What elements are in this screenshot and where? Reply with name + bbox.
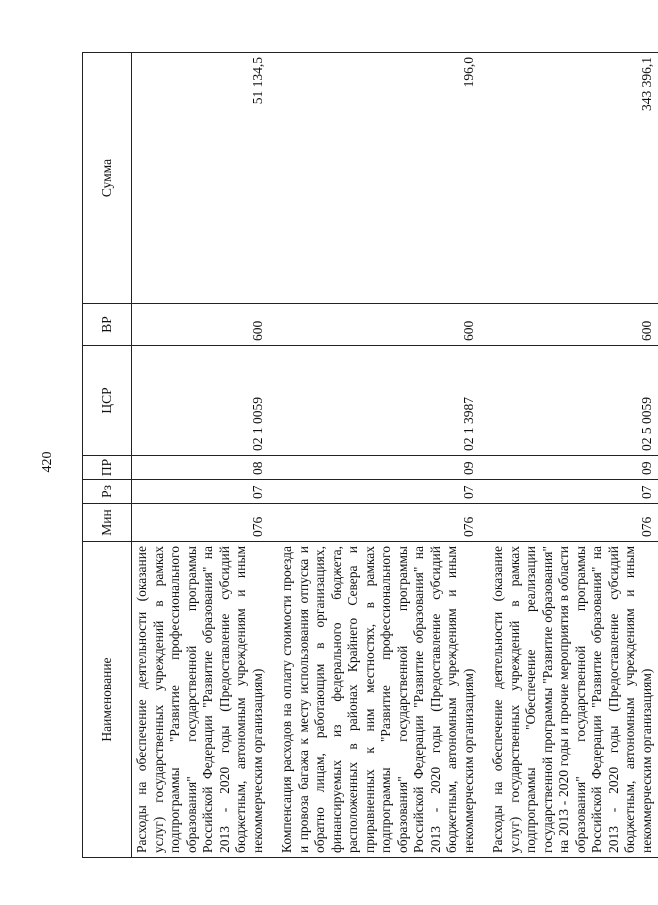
row-sum: 343 396,1 [488,53,658,304]
table-row [277,53,480,858]
budget-table [82,52,658,858]
row-rz: 07 [488,480,658,504]
header-pr: ПР [83,456,132,480]
row-min: 076 [488,504,658,542]
header-row [83,53,132,858]
header-min: Мин [83,504,132,542]
row-sum: 196,0 [277,53,480,304]
header-name: Наименование [83,542,132,858]
header-sum: Сумма [83,53,132,304]
row-name: Расходы на обеспечение деятельности (оказание услуг) государственных учреждений в рамках подпрограммы "Развитие профессионального образования" государственной программы Российской Федерации "Развитие образования" на 2013 - 2020 годы (Предоставление субсидий бюджетным, автономным учреждениям и иным некоммерческим организациям) [132,542,270,858]
row-vr: 600 [488,304,658,346]
row-name: Компенсация расходов на оплату стоимости проезда и провоза багажа к месту использования отпуска и обратно лицам, работающим в организациях, финансируемых из федерального бюджета, расположенных в районах Крайнего Севера и приравненных к ним местностях, в рамках подпрограммы "Развитие профессионального образования" государственной программы Российской Федерации "Развитие образования" на 2013 - 2020 годы (Предоставление субсидий бюджетным, автономным учреждениям и иным некоммерческим организациям) [277,542,480,858]
row-rz: 07 [277,480,480,504]
row-vr: 600 [132,304,270,346]
row-name: Расходы на обеспечение деятельности (оказание услуг) государственных учреждений в рамках подпрограммы "Обеспечение реализации государственной программы "Развитие образования" на 2013 - 2020 годы и прочие мероприятия в области образования" государственной программы Российской Федерации "Развитие образования" на 2013 - 2020 годы (Предоставление субсидий бюджетным, автономным учреждениям и иным некоммерческим организациям) [488,542,658,858]
table-row [132,53,270,858]
row-csr: 02 1 3987 [277,346,480,456]
header-csr: ЦСР [83,346,132,456]
row-min: 076 [132,504,270,542]
row-pr: 09 [488,456,658,480]
row-min: 076 [277,504,480,542]
row-csr: 02 1 0059 [132,346,270,456]
row-sum: 51 134,5 [132,53,270,304]
row-spacer [269,53,277,858]
table-row [488,53,658,858]
row-rz: 07 [132,480,270,504]
rotated-table-container [82,53,654,858]
row-vr: 600 [277,304,480,346]
header-vr: ВР [83,304,132,346]
row-pr: 09 [277,456,480,480]
row-pr: 08 [132,456,270,480]
header-rz: Рз [83,480,132,504]
row-spacer [480,53,488,858]
page-number: 420 [40,451,55,473]
row-csr: 02 5 0059 [488,346,658,456]
